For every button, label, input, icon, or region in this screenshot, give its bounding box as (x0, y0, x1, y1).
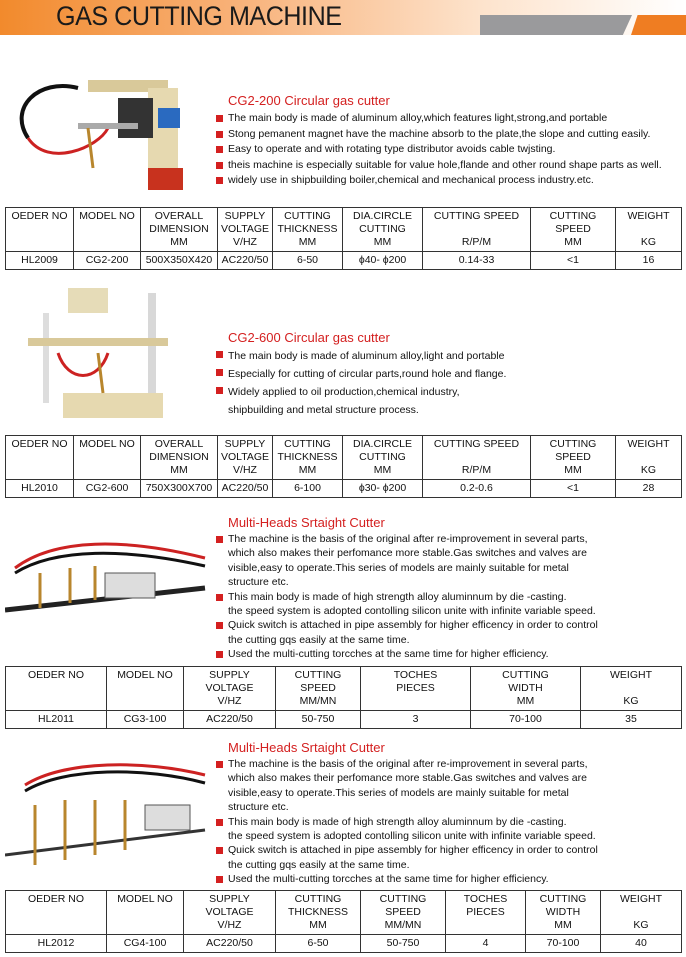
header-line: CUTTING (502, 669, 549, 681)
spec-table (5, 435, 682, 498)
bullet-item (216, 604, 598, 618)
header-line: CUTTING (294, 669, 342, 681)
red-square-bullet-icon (216, 369, 223, 376)
column-header (141, 436, 218, 480)
header-line: SUPPLY (209, 669, 250, 681)
header-line: OEDER NO (11, 210, 68, 222)
table-cell: 35 (581, 711, 682, 729)
bullet-item (216, 829, 598, 843)
header-line: OEDER NO (27, 893, 84, 905)
bullet-text: Easy to operate and with rotating type distributor avoids cable twjsting. (228, 143, 556, 155)
bullet-text: which also makes their perfomance more stable.Gas switches and valves are (228, 547, 587, 560)
header-line: MM (564, 236, 582, 248)
header-line (7, 919, 105, 932)
column-header (107, 891, 184, 935)
bullet-list (216, 757, 598, 887)
bullet-item (216, 127, 662, 143)
bullet-text: Quick switch is attached in pipe assembly for higher efficency in order to control (228, 619, 598, 632)
header-line: THICKNESS (287, 906, 349, 918)
bullet-text: the cutting gqs easily at the same time. (228, 858, 410, 871)
red-square-bullet-icon (216, 131, 223, 138)
header-line: KG (633, 919, 649, 931)
header-line (582, 682, 680, 695)
header-line (7, 223, 72, 236)
header-line: WEIGHT (627, 210, 670, 222)
header-line: MM (554, 919, 572, 931)
header-line: VOLTAGE (220, 223, 270, 235)
column-header (184, 891, 276, 935)
header-line: V/HZ (233, 236, 257, 248)
bullet-item (216, 532, 598, 546)
bullet-text: the cutting gqs easily at the same time. (228, 633, 410, 646)
header-line: THICKNESS (277, 451, 338, 463)
table-cell: HL2011 (6, 711, 107, 729)
header-line (7, 236, 72, 249)
header-line: OEDER NO (11, 438, 68, 450)
header-line: R/P/M (461, 464, 492, 476)
header-line: SUPPLY (224, 210, 266, 222)
column-header (6, 436, 74, 480)
column-header (74, 208, 141, 252)
header-line: V/HZ (217, 695, 242, 707)
bullet-text: shipbuilding and metal structure process. (228, 404, 419, 416)
header-line: DIMENSION (149, 223, 209, 235)
bullet-text: theis machine is especially suitable for value hole,flande and other round shape parts as well. (228, 158, 662, 171)
cg2-600-product-image (8, 283, 193, 431)
table-cell: 70-100 (526, 935, 601, 953)
red-square-bullet-icon (216, 622, 223, 629)
column-header (526, 891, 601, 935)
section-title: Multi-Heads Srtaight Cutter (228, 515, 385, 530)
red-square-bullet-icon (216, 351, 223, 358)
header-line (108, 695, 182, 708)
bullet-text: This main body is made of high strength alloy aluminnum by die -casting. (228, 590, 567, 603)
bullet-item (216, 618, 598, 632)
column-header (218, 208, 273, 252)
table-cell: AC220/50 (184, 935, 276, 953)
bullet-text: Especially for cutting of circular parts,round hole and flange. (228, 368, 507, 380)
bullet-item (216, 590, 598, 604)
bullet-item (216, 111, 662, 127)
table-cell: CG2-200 (74, 252, 141, 270)
bullet-list (216, 111, 662, 189)
page-header (0, 0, 686, 35)
header-line (7, 682, 105, 695)
header-line: MODEL NO (117, 893, 173, 905)
cg3-100-product-image (5, 528, 210, 623)
bullet-text: The main body is made of aluminum alloy,which features light,strong,and portable (228, 112, 608, 124)
bullet-item (216, 771, 598, 785)
red-square-bullet-icon (216, 761, 223, 768)
column-header (6, 891, 107, 935)
header-line (7, 451, 72, 464)
header-line (108, 919, 182, 932)
header-line: MM (298, 464, 317, 476)
bullet-item (216, 858, 598, 872)
column-header (273, 208, 343, 252)
header-line (108, 906, 182, 919)
column-header (616, 436, 682, 480)
header-line: WIDTH (508, 682, 543, 694)
header-line: OVERALL (154, 438, 204, 450)
header-line: V/HZ (217, 919, 242, 931)
section-title: Multi-Heads Srtaight Cutter (228, 740, 385, 755)
bullet-text: visible,easy to operate.This series of models are mainly suitable for metal (228, 786, 569, 799)
header-line: WEIGHT (610, 669, 652, 681)
table-cell: HL2010 (6, 480, 74, 498)
column-header (276, 891, 361, 935)
cg2-200-product-image (8, 68, 208, 203)
bullet-item (216, 546, 598, 560)
column-header (6, 208, 74, 252)
red-square-bullet-icon (216, 594, 223, 601)
header-line (424, 451, 529, 464)
bullet-text: The main body is made of aluminum alloy,light and portable (228, 350, 505, 362)
header-line: MODEL NO (79, 438, 135, 450)
header-line: THICKNESS (277, 223, 338, 235)
column-header (107, 667, 184, 711)
bullet-item (216, 647, 598, 661)
red-square-bullet-icon (216, 876, 223, 883)
table-cell: 4 (446, 935, 526, 953)
header-line (7, 464, 72, 477)
bullet-item (216, 800, 598, 814)
bullet-item (216, 815, 598, 829)
table-cell: 50-750 (361, 935, 446, 953)
spec-table (5, 666, 682, 729)
table-cell: AC220/50 (184, 711, 276, 729)
bullet-text: the speed system is adopted contolling silicon unite with infinite variable speed. (228, 605, 596, 618)
red-square-bullet-icon (216, 387, 223, 394)
bullet-text: The machine is the basis of the original after re-improvement in several parts, (228, 758, 588, 770)
bullet-item (216, 575, 598, 589)
header-line (7, 906, 105, 919)
header-line: MM (373, 236, 392, 248)
header-line: WEIGHT (627, 438, 670, 450)
table-cell: 750X300X700 (141, 480, 218, 498)
header-line: SUPPLY (209, 893, 250, 905)
table-cell: 16 (616, 252, 682, 270)
header-line: CUTTING (359, 451, 406, 463)
header-line: TOCHES (463, 893, 508, 905)
bullet-item (216, 633, 598, 647)
table-cell: 3 (361, 711, 471, 729)
table-cell: HL2012 (6, 935, 107, 953)
header-line: WEIGHT (620, 893, 662, 905)
header-line (602, 906, 680, 919)
bullet-text: the speed system is adopted contolling silicon unite with infinite variable speed. (228, 830, 596, 843)
table-cell: <1 (531, 252, 616, 270)
header-line: WIDTH (545, 906, 581, 918)
bullet-item (216, 786, 598, 800)
header-line: CUTTING (294, 893, 342, 905)
section-title: CG2-600 Circular gas cutter (228, 330, 390, 345)
column-header (531, 208, 616, 252)
bullet-text: structure etc. (228, 801, 289, 814)
column-header (601, 891, 682, 935)
cg4-100-product-image (5, 755, 210, 880)
bullet-text: Quick switch is attached in pipe assembly for higher efficency in order to control (228, 844, 598, 857)
red-square-bullet-icon (216, 115, 223, 122)
table-cell: AC220/50 (218, 480, 273, 498)
header-line: VOLTAGE (205, 906, 254, 918)
header-line: MM (309, 919, 327, 931)
bullet-text: which also makes their perfomance more stable.Gas switches and valves are (228, 772, 587, 785)
table-cell: HL2009 (6, 252, 74, 270)
table-cell: 0.2-0.6 (423, 480, 531, 498)
bullet-text: Stong pemanent magnet have the machine absorb to the plate,the slope and cutting easily. (228, 127, 651, 140)
header-line: V/HZ (233, 464, 257, 476)
bullet-item (216, 561, 598, 575)
column-header (446, 891, 526, 935)
column-header (141, 208, 218, 252)
bullet-item (216, 872, 598, 886)
header-line: DIA.CIRCLE (353, 210, 412, 222)
red-square-bullet-icon (216, 536, 223, 543)
red-square-bullet-icon (216, 819, 223, 826)
bullet-item (216, 173, 662, 189)
bullet-text: widely use in shipbuilding boiler,chemical and mechanical process industry.etc. (228, 174, 594, 186)
bullet-item (216, 158, 662, 174)
header-line: MM (373, 464, 392, 476)
header-line: MM (298, 236, 317, 248)
table-cell: 6-50 (276, 935, 361, 953)
header-line (75, 236, 139, 249)
header-line (447, 919, 524, 932)
bullet-item (216, 347, 506, 365)
column-header (361, 891, 446, 935)
bullet-text: structure etc. (228, 576, 289, 589)
table-cell: 500X350X420 (141, 252, 218, 270)
header-line: CUTTING (284, 438, 331, 450)
header-line (424, 223, 529, 236)
header-line (75, 223, 139, 236)
column-header (343, 436, 423, 480)
bullet-text: This main body is made of high strength alloy aluminnum by die -casting. (228, 815, 567, 828)
header-line: SPEED (300, 682, 336, 694)
header-line: VOLTAGE (205, 682, 254, 694)
header-line: OEDER NO (27, 669, 84, 681)
red-square-bullet-icon (216, 177, 223, 184)
bullet-list (216, 347, 506, 419)
table-cell: CG3-100 (107, 711, 184, 729)
bullet-text: The machine is the basis of the original after re-improvement in several parts, (228, 533, 588, 545)
column-header (184, 667, 276, 711)
column-header (531, 436, 616, 480)
header-line: MODEL NO (79, 210, 135, 222)
header-gray-bar (480, 15, 632, 35)
header-line: MODEL NO (117, 669, 173, 681)
header-line: CUTTING (549, 438, 597, 450)
header-line: OVERALL (154, 210, 204, 222)
column-header (361, 667, 471, 711)
bullet-item (216, 383, 506, 401)
header-line (75, 464, 139, 477)
header-line: KG (640, 464, 657, 476)
table-cell: 70-100 (471, 711, 581, 729)
header-line: MM (564, 464, 582, 476)
bullet-item (216, 365, 506, 383)
header-line (617, 223, 680, 236)
column-header (343, 208, 423, 252)
column-header (471, 667, 581, 711)
table-cell: CG2-600 (74, 480, 141, 498)
table-cell: AC220/50 (218, 252, 273, 270)
header-line: MM/MN (299, 695, 337, 707)
bullet-text: visible,easy to operate.This series of models are mainly suitable for metal (228, 561, 569, 574)
header-line: CUTTING SPEED (433, 438, 520, 450)
red-square-bullet-icon (216, 847, 223, 854)
table-cell: 6-50 (273, 252, 343, 270)
header-orange-bar (631, 15, 686, 35)
bullet-item (216, 142, 662, 158)
bullet-item (216, 401, 506, 419)
table-cell: 6-100 (273, 480, 343, 498)
header-line: CUTTING (539, 893, 587, 905)
bullet-item (216, 843, 598, 857)
header-line: SPEED (555, 223, 591, 235)
header-line: MM (170, 464, 188, 476)
table-cell: 0.14-33 (423, 252, 531, 270)
table-cell: ϕ30- ϕ200 (343, 480, 423, 498)
header-line: MM (170, 236, 188, 248)
header-line: MM (516, 695, 535, 707)
header-line (108, 682, 182, 695)
header-line: SUPPLY (224, 438, 266, 450)
header-line: CUTTING SPEED (433, 210, 520, 222)
page-title: GAS CUTTING MACHINE (56, 1, 342, 31)
header-line (75, 451, 139, 464)
header-line: CUTTING (549, 210, 597, 222)
table-cell: 28 (616, 480, 682, 498)
table-cell: 50-750 (276, 711, 361, 729)
header-line: MM/MN (384, 919, 422, 931)
header-line: DIA.CIRCLE (353, 438, 412, 450)
column-header (616, 208, 682, 252)
red-square-bullet-icon (216, 651, 223, 658)
header-line: CUTTING (379, 893, 427, 905)
bullet-text: Widely applied to oil production,chemical industry, (228, 386, 460, 398)
bullet-text: Used the multi-cutting torcches at the same time for higher efficiency. (228, 873, 549, 886)
bullet-item (216, 757, 598, 771)
header-line: SPEED (385, 906, 421, 918)
header-line (617, 451, 680, 464)
bullet-text: Used the multi-cutting torcches at the same time for higher efficiency. (228, 648, 549, 661)
header-line: TOCHES (393, 669, 438, 681)
section-title: CG2-200 Circular gas cutter (228, 93, 390, 108)
header-line: KG (640, 236, 657, 248)
column-header (276, 667, 361, 711)
header-line: DIMENSION (149, 451, 209, 463)
column-header (581, 667, 682, 711)
header-line: SPEED (555, 451, 591, 463)
column-header (74, 436, 141, 480)
header-line: PIECES (396, 682, 435, 694)
column-header (6, 667, 107, 711)
bullet-list (216, 532, 598, 662)
header-line: PIECES (466, 906, 505, 918)
spec-table (5, 207, 682, 270)
table-cell: ϕ40- ϕ200 (343, 252, 423, 270)
column-header (423, 436, 531, 480)
header-line: VOLTAGE (220, 451, 270, 463)
header-line (362, 695, 469, 708)
red-square-bullet-icon (216, 146, 223, 153)
header-line: CUTTING (359, 223, 406, 235)
red-square-bullet-icon (216, 162, 223, 169)
column-header (218, 436, 273, 480)
column-header (273, 436, 343, 480)
header-line: R/P/M (461, 236, 492, 248)
column-header (423, 208, 531, 252)
header-line: CUTTING (284, 210, 331, 222)
table-cell: CG4-100 (107, 935, 184, 953)
header-line (7, 695, 105, 708)
table-cell: <1 (531, 480, 616, 498)
table-cell: 40 (601, 935, 682, 953)
spec-table (5, 890, 682, 953)
header-line: KG (623, 695, 639, 707)
